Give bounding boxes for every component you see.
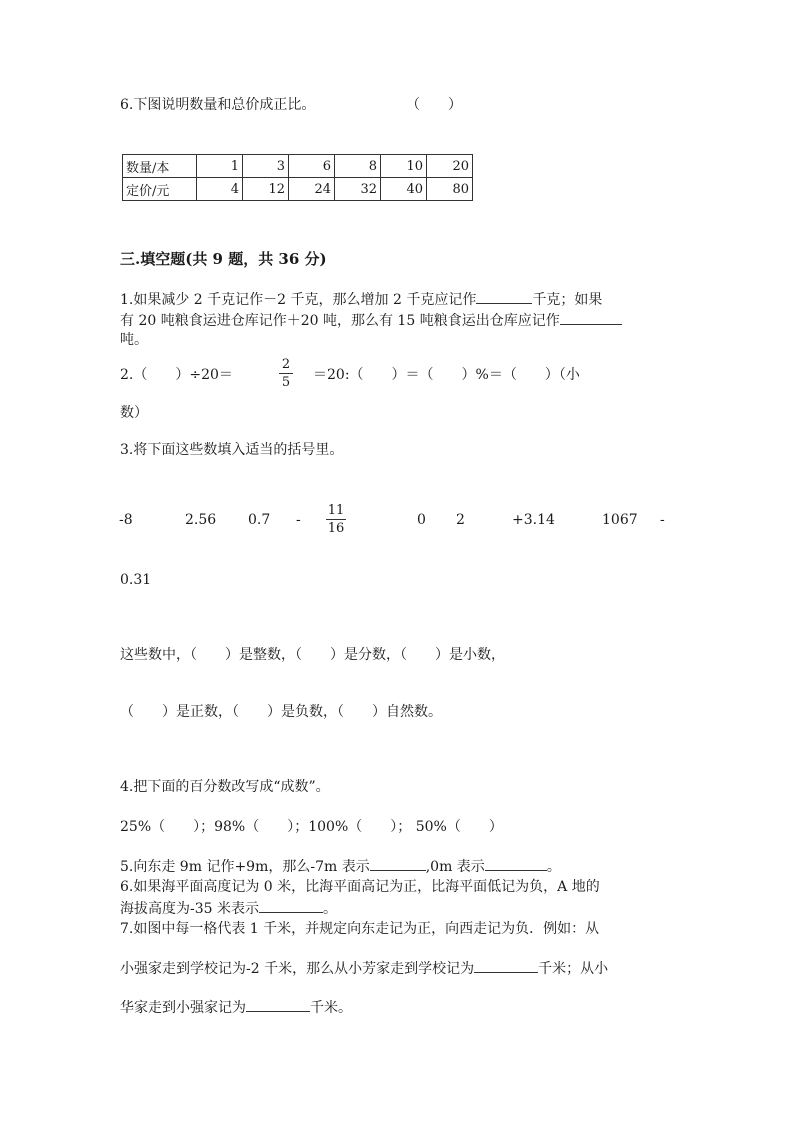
number-item: 0.31 (120, 572, 152, 588)
table-cell: 6 (289, 155, 335, 178)
problem-text: 5.向东走 9m 记作+9m，那么-7m 表示 (120, 859, 370, 875)
table-row (123, 178, 473, 201)
fraction-bar (326, 519, 346, 520)
table-cell: 10 (381, 155, 427, 178)
problem-text: 小强家走到学校记为-2 千米，那么从小芳家走到学校记为 (120, 961, 475, 977)
section-title: 三.填空题(共 9 题，共 36 分) (120, 250, 327, 268)
problem-text: 有 20 吨粮食运进仓库记作＋20 吨，那么有 15 吨粮食运出仓库应记作 (120, 313, 560, 329)
table-cell: 4 (197, 178, 243, 201)
table-cell: 数量/本 (123, 155, 197, 178)
table-cell: 80 (427, 178, 473, 201)
answer-blank[interactable] (246, 998, 310, 1012)
problem-1-line-2 (120, 311, 622, 330)
problem-6-line-2 (120, 899, 337, 918)
table-cell: 定价/元 (123, 178, 197, 201)
problem-5 (120, 857, 561, 876)
problem-text: 海拔高度为-35 米表示 (120, 901, 259, 917)
problem-1-line-3: 吨。 (120, 332, 148, 348)
answer-paren: （ ） (406, 97, 462, 113)
question-6-text: 6.下图说明数量和总价成正比。 (120, 97, 316, 113)
problem-text: 千克；如果 (532, 292, 603, 308)
problem-text: 千米。 (310, 1000, 352, 1016)
answer-blank[interactable] (560, 311, 622, 325)
problem-3-fill-1: 这些数中，（ ）是整数，（ ）是分数，（ ）是小数， (120, 647, 505, 663)
fraction-2-5 (279, 357, 293, 390)
table-cell: 24 (289, 178, 335, 201)
number-item: +3.14 (512, 512, 555, 528)
table-row (123, 155, 473, 178)
problem-text: 。 (323, 901, 337, 917)
fraction-bar (279, 373, 293, 374)
problem-text: 。 (546, 859, 561, 875)
number-item: 0 (417, 512, 426, 528)
answer-blank[interactable] (474, 959, 538, 973)
fraction-numerator: 2 (281, 357, 291, 372)
fraction-denominator: 16 (327, 521, 345, 536)
problem-3-title: 3.将下面这些数填入适当的括号里。 (120, 442, 344, 458)
problem-4-title: 4.把下面的百分数改写成“成数”。 (120, 779, 330, 795)
problem-7-line-1: 7.如图中每一格代表 1 千米，并规定向东走记为正，向西走记为负．例如：从 (120, 921, 600, 937)
table-cell: 20 (427, 155, 473, 178)
number-item: 2.56 (185, 512, 217, 528)
table-cell: 8 (335, 155, 381, 178)
table-cell: 32 (335, 178, 381, 201)
problem-4-line: 25%（ ）；98%（ ）；100%（ ）； 50%（ ） (120, 819, 503, 835)
number-item: 0.7 (248, 512, 271, 528)
table-cell: 3 (243, 155, 289, 178)
number-item: - (296, 512, 301, 528)
number-item: -8 (119, 512, 133, 528)
table-cell: 1 (197, 155, 243, 178)
answer-blank[interactable] (485, 857, 547, 871)
number-item: 2 (456, 512, 465, 528)
fraction-numerator: 11 (327, 503, 345, 518)
problem-7-line-3 (120, 998, 352, 1017)
problem-text: ,0m 表示 (425, 859, 485, 875)
problem-6-line-1: 6.如果海平面高度记为 0 米，比海平面高记为正，比海平面低记为负，A 地的 (120, 879, 600, 895)
problem-text: 1.如果减少 2 千克记作－2 千克，那么增加 2 千克应记作 (120, 292, 477, 308)
problem-text: 千米；从小 (538, 961, 609, 977)
problem-7-line-2 (120, 959, 608, 978)
table-cell: 12 (243, 178, 289, 201)
problem-3-fill-2: （ ）是正数，（ ）是负数，（ ）自然数。 (120, 704, 442, 720)
table-cell: 40 (381, 178, 427, 201)
problem-1-line-1 (120, 290, 602, 309)
answer-blank[interactable] (370, 857, 426, 871)
fraction-denominator: 5 (281, 375, 291, 390)
problem-2-part-1: 2.（ ）÷20＝ (120, 367, 233, 383)
problem-2-part-2: ＝20:（ ）＝（ ）%＝（ ）（小 (313, 367, 580, 383)
quantity-price-table (122, 154, 473, 201)
answer-blank[interactable] (259, 899, 323, 913)
answer-blank[interactable] (476, 290, 532, 304)
number-item: - (660, 512, 665, 528)
number-item: 1067 (602, 512, 638, 528)
problem-2-line-2: 数） (120, 405, 148, 421)
fraction-11-16 (326, 503, 346, 536)
problem-text: 华家走到小强家记为 (120, 1000, 246, 1016)
